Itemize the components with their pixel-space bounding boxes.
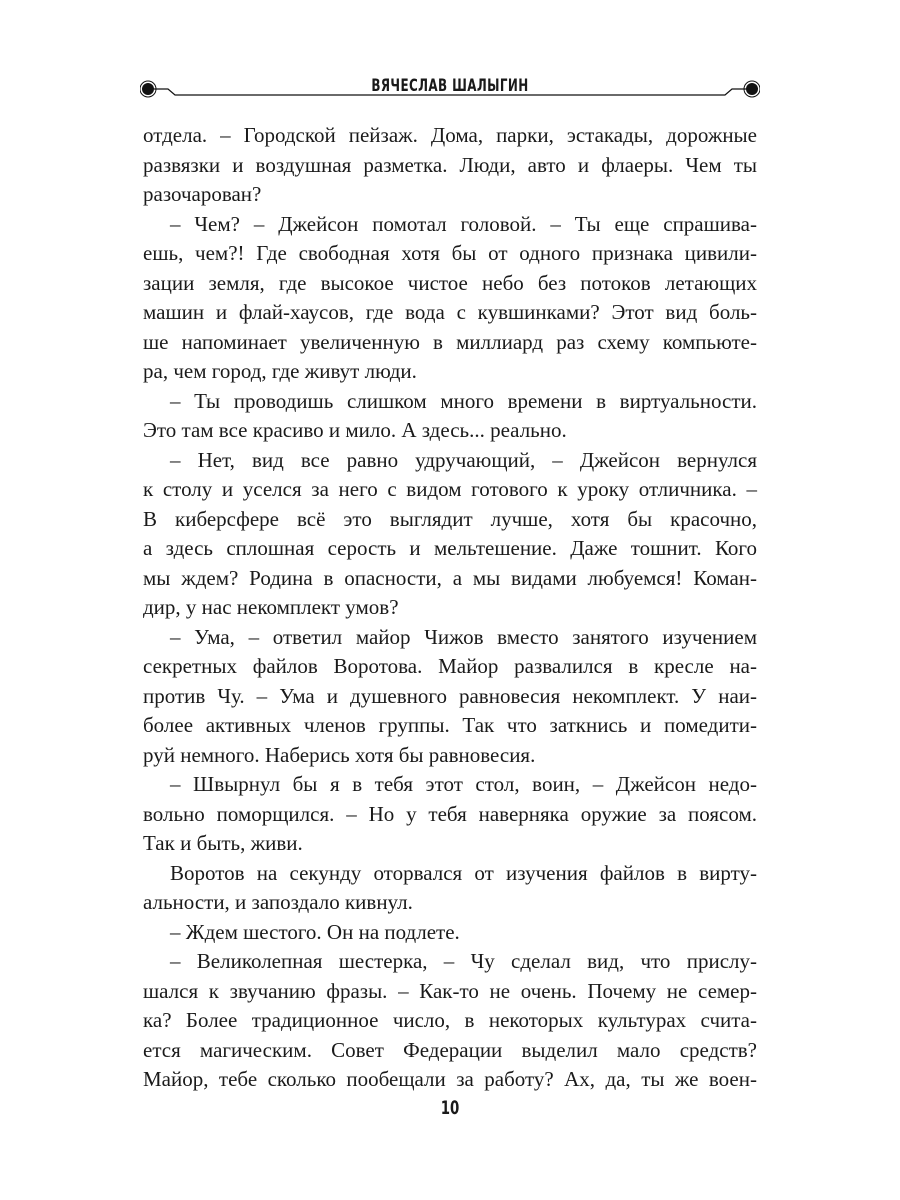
text-line: альности, и запоздало кивнул. xyxy=(143,890,413,914)
text-line: машин и флай-хаусов, где вода с кувшинками? Этот вид боль- xyxy=(143,300,757,324)
running-title: ВЯЧЕСЛАВ ШАЛЫГИН xyxy=(371,76,529,96)
text-line: отдела. – Городской пейзаж. Дома, парки, эстакады, дорожные xyxy=(143,123,757,147)
text-line: Это там все красиво и мило. А здесь... реально. xyxy=(143,418,567,442)
text-line: Майор, тебе сколько пообещали за работу? Ах, да, ты же воен- xyxy=(143,1067,757,1091)
running-header xyxy=(140,68,760,108)
body-text xyxy=(143,121,757,1095)
text-line: – Великолепная шестерка, – Чу сделал вид, что прислу- xyxy=(170,949,757,973)
text-line: ше напоминает увеличенную в миллиард раз схему компьюте- xyxy=(143,329,757,354)
text-line: – Ума, – ответил майор Чижов вместо занятого изучением xyxy=(170,624,757,649)
text-line: ется магическим. Совет Федерации выделил мало средств? xyxy=(143,1037,757,1062)
text-line: а здесь сплошная серость и мельтешение. Даже тошнит. Кого xyxy=(143,536,757,560)
text-line: – Нет, вид все равно удручающий, – Джейсон вернулся xyxy=(170,447,757,472)
text-line: секретных файлов Воротова. Майор развалился в кресле на- xyxy=(143,654,757,678)
text-line: Так и быть, живи. xyxy=(143,831,303,855)
text-line: развязки и воздушная разметка. Люди, авто и флаеры. Чем ты xyxy=(143,152,757,177)
text-line: – Чем? – Джейсон помотал головой. – Ты еще спрашива- xyxy=(170,211,757,236)
text-line: разочарован? xyxy=(143,182,262,206)
text-line: шался к звучанию фразы. – Как-то не очень. Почему не семер- xyxy=(143,978,757,1003)
text-line: – Ждем шестого. Он на подлете. xyxy=(170,919,460,944)
text-line: – Швырнул бы я в тебя этот стол, воин, – Джейсон недо- xyxy=(170,772,757,796)
text-line: зации земля, где высокое чистое небо без потоков летающих xyxy=(143,270,757,295)
text-line: руй немного. Наберись хотя бы равновесия. xyxy=(143,742,536,767)
text-line: дир, у нас некомплект умов? xyxy=(143,595,399,619)
text-line: вольно поморщился. – Но у тебя наверняка оружие за поясом. xyxy=(143,801,757,826)
text-line: ешь, чем?! Где свободная хотя бы от одного признака цивили- xyxy=(143,241,757,265)
text-line: к столу и уселся за него с видом готового к уроку отличника. – xyxy=(143,477,757,501)
text-line: ка? Более традиционное число, в некоторых культурах счита- xyxy=(143,1008,757,1032)
text-line: В киберсфере всё это выглядит лучше, хотя бы красочно, xyxy=(143,506,757,531)
text-line: ра, чем город, где живут люди. xyxy=(143,359,417,383)
text-line: против Чу. – Ума и душевного равновесия некомплект. У наи- xyxy=(143,683,757,708)
text-line: Воротов на секунду оторвался от изучения файлов в вирту- xyxy=(170,860,757,885)
text-line: мы ждем? Родина в опасности, а мы видами любуемся! Коман- xyxy=(143,565,757,590)
text-line: – Ты проводишь слишком много времени в виртуальности. xyxy=(170,388,757,413)
text-line: более активных членов группы. Так что заткнись и помедити- xyxy=(143,713,757,737)
page-number: 10 xyxy=(440,1097,460,1119)
